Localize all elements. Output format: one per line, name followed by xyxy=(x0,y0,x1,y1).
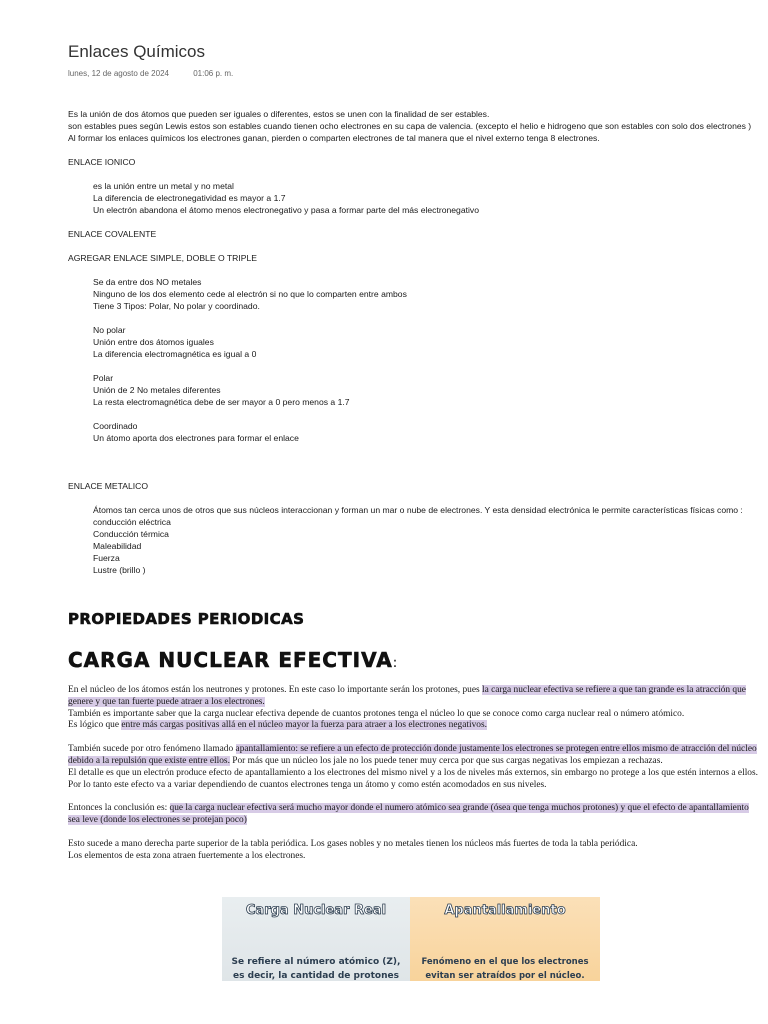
metalico-item: Maleabilidad xyxy=(93,541,142,551)
infographic-left-line: es decir, la cantidad de protones xyxy=(233,971,399,981)
metalico-desc: Átomos tan cerca unos de otros que sus núcleos interaccionan y forman un mar o nube de electrones. Y esta densidad electrónica le permite características físicas como : xyxy=(93,505,743,515)
ionico-heading: ENLACE IONICO xyxy=(68,157,136,167)
ionico-item: Un electrón abandona el átomo menos electronegativo y pasa a formar parte del más electronegativo xyxy=(93,205,479,215)
infographic-right-panel xyxy=(410,897,600,981)
covalente-heading: ENLACE COVALENTE xyxy=(68,229,157,239)
infographic-right-line: evitan ser atraídos por el núcleo. xyxy=(425,971,585,981)
text-run: También sucede por otro fenómeno llamado xyxy=(68,744,236,755)
nopolar-line: Unión entre dos átomos iguales xyxy=(93,337,214,347)
text-run: Es lógico que xyxy=(68,720,122,731)
carga-paragraph-7b: Los elementos de esta zona atraen fuertemente a los electrones. xyxy=(68,850,306,861)
covalente-item: Ninguno de los dos elemento cede al electrón si no que lo comparten entre ambos xyxy=(93,289,407,299)
infographic-left-title: Carga Nuclear Real xyxy=(245,903,387,918)
highlight: la carga nuclear efectiva se refiere a que tan grande es la atracción que genere y que tan fuerte puede atraer a los electrones. xyxy=(68,685,746,707)
page-time: 01:06 p. m. xyxy=(193,69,234,78)
nopolar-title: No polar xyxy=(93,325,126,335)
ionico-item: es la unión entre un metal y no metal xyxy=(93,181,234,191)
carga-heading xyxy=(68,648,398,672)
highlight: apantallamiento: se refiere a un efecto de protección donde justamente los electrones se protegen entre ellos mismo de atracción del núcleo debido a la repulsión que existe entre ellos. xyxy=(68,744,757,766)
metalico-heading: ENLACE METALICO xyxy=(68,481,149,491)
polar-title: Polar xyxy=(93,373,114,383)
carga-body[interactable] xyxy=(68,685,762,863)
infographic-right-line: Fenómeno en el que los electrones xyxy=(421,957,589,967)
infographic-left-text xyxy=(222,955,410,981)
page-title: Enlaces Químicos xyxy=(68,42,205,61)
infographic-image[interactable] xyxy=(222,897,600,981)
covalente-subheading: AGREGAR ENLACE SIMPLE, DOBLE O TRIPLE xyxy=(68,253,257,263)
highlight: que la carga nuclear efectiva será mucho mayor donde el numero atómico sea grande (ósea que tenga muchos protones) y que el efecto de apantallamiento sea leve (donde los electrones se protejan poco) xyxy=(68,803,749,826)
carga-paragraph-4 xyxy=(68,744,762,768)
metalico-item: Fuerza xyxy=(93,553,120,563)
metalico-item: Conducción térmica xyxy=(93,529,169,539)
carga-paragraph-6 xyxy=(68,803,762,827)
ionico-item: La diferencia de electronegatividad es mayor a 1.7 xyxy=(93,193,286,203)
infographic-right-text xyxy=(410,955,600,981)
infographic-right-title: Apantallamiento xyxy=(444,903,566,918)
carga-paragraph-2: También es importante saber que la carga nuclear efectiva depende de cuantos protones tenga el núcleo lo que se conoce como carga nuclear real o número atómico. xyxy=(68,708,685,719)
polar-line: La resta electromagnética debe de ser mayor a 0 pero menos a 1.7 xyxy=(93,397,350,407)
page-meta xyxy=(68,69,255,78)
infographic-left-line: Se refiere al número atómico (Z), xyxy=(231,957,401,967)
coordinado-line: Un átomo aporta dos electrones para formar el enlace xyxy=(93,433,299,443)
carga-heading-text: CARGA NUCLEAR EFECTIVA xyxy=(68,648,393,672)
coordinado-title: Coordinado xyxy=(93,421,138,431)
intro-line-1: Es la unión de dos átomos que pueden ser iguales o diferentes, estos se unen con la finalidad de ser estables. xyxy=(68,109,490,119)
metalico-item: conducción eléctrica xyxy=(93,517,171,527)
text-run: Entonces la conclusión es: xyxy=(68,803,170,814)
highlight: entre más cargas positivas allá en el núcleo mayor la fuerza para atraer a los electrones negativos. xyxy=(121,720,487,731)
intro-line-3: Al formar los enlaces químicos los electrones ganan, pierden o comparten electrones de tal manera que el nivel externo tenga 8 electrones. xyxy=(68,133,600,143)
text-run: En el núcleo de los átomos están los neutrones y protones. En este caso lo importante serán los protones, pues xyxy=(68,685,482,695)
covalente-item: Se da entre dos NO metales xyxy=(93,277,202,287)
intro-line-2: son estables pues según Lewis estos son estables cuando tienen ocho electrones en su capa de valencia. (excepto el helio e hidrogeno que son estables con solo dos electrones ) xyxy=(68,121,752,131)
page-date: lunes, 12 de agosto de 2024 xyxy=(68,69,169,78)
propiedades-heading: PROPIEDADES PERIODICAS xyxy=(68,610,305,628)
carga-heading-colon: : xyxy=(392,655,399,671)
note-body[interactable] xyxy=(68,108,758,576)
text-run: Por más que un núcleo los jale no los puede tener muy cerca por que sus cargas negativas los empiezan a rechazas. xyxy=(229,755,663,766)
carga-paragraph-3 xyxy=(68,720,762,732)
carga-paragraph-5: El detalle es que un electrón produce efecto de apantallamiento a los electrones del mismo nivel y a los de niveles más externos, sin embargo no protege a los que estén internos a ellos. Por lo tanto este efecto va a variar dependiendo de cuantos electrones tenga un átomo y como estén acomodados en sus niveles. xyxy=(68,767,758,790)
metalico-item: Lustre (brillo ) xyxy=(93,565,146,575)
carga-paragraph-7a: Esto sucede a mano derecha parte superior de la tabla periódica. Los gases nobles y no metales tienen los núcleos más fuertes de toda la tabla periódica. xyxy=(68,838,638,849)
covalente-item: Tiene 3 Tipos: Polar, No polar y coordinado. xyxy=(93,301,260,311)
infographic-left-panel xyxy=(222,897,410,981)
carga-paragraph-1 xyxy=(68,685,762,709)
polar-line: Unión de 2 No metales diferentes xyxy=(93,385,221,395)
nopolar-line: La diferencia electromagnética es igual a 0 xyxy=(93,349,257,359)
